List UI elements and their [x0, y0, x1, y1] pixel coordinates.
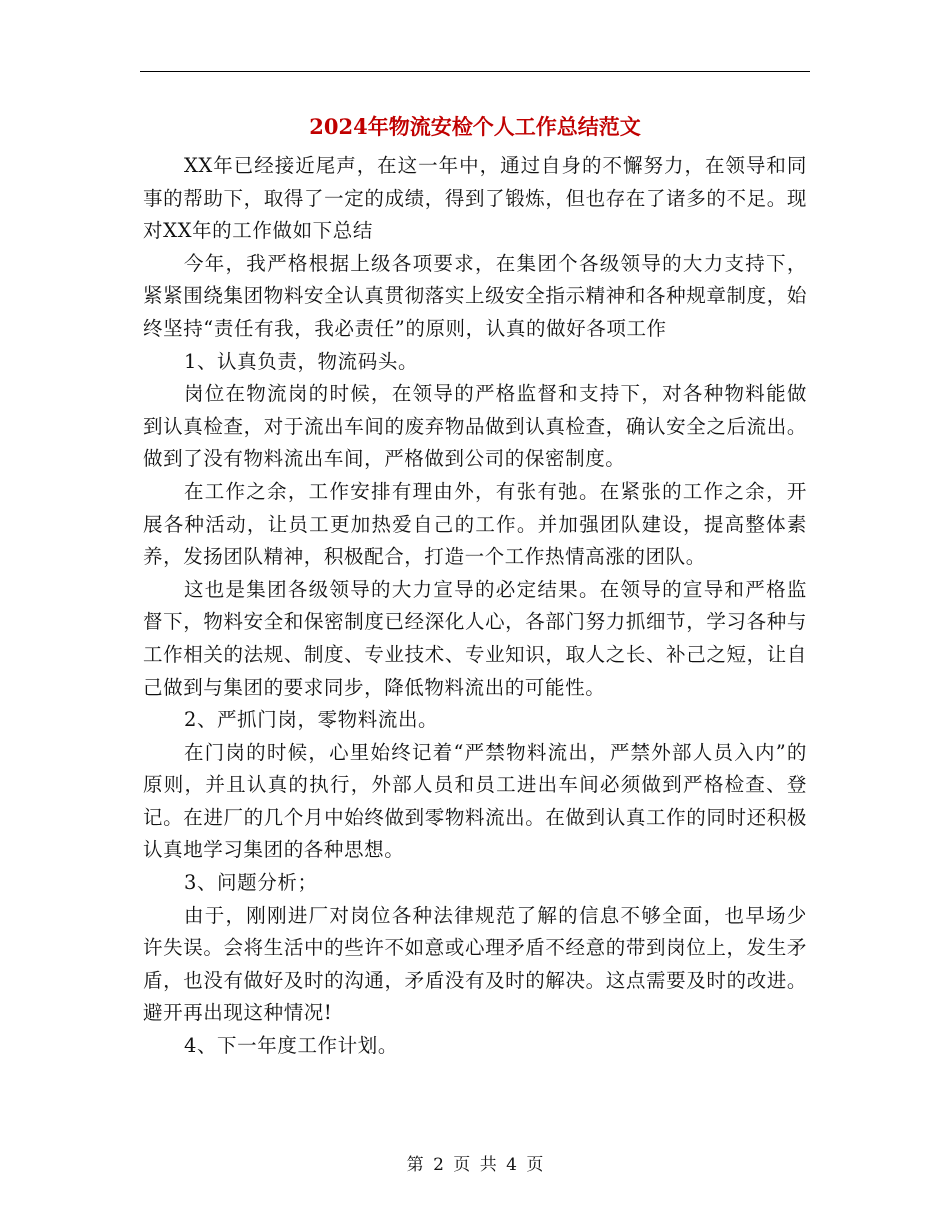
- section-heading: 1、认真负责，物流码头。: [183, 349, 419, 373]
- section-heading: 4、下一年度工作计划。: [183, 1034, 398, 1058]
- paragraph: 在工作之余，工作安排有理由外，有张有弛。在紧张的工作之余，开展各种活动，让员工更加热爱自己的工作。并加强团队建设，提高整体素养，发扬团队精神，积极配合，打造一个工作热情高涨的团队。: [143, 479, 807, 569]
- section-heading: 3、问题分析；: [183, 871, 318, 895]
- paragraph: 岗位在物流岗的时候，在领导的严格监督和支持下，对各种物料能做到认真检查，对于流出车间的废弃物品做到认真检查，确认安全之后流出。做到了没有物料流出车间，严格做到公司的保密制度。: [143, 382, 807, 471]
- paragraph: 由于，刚刚进厂对岗位各种法律规范了解的信息不够全面，也早场少许失误。会将生活中的些许不如意或心理矛盾不经意的带到岗位上，发生矛盾，也没有做好及时的沟通，矛盾没有及时的解决。这点需要及时的改进。避开再出现这种情况!: [143, 903, 807, 1025]
- page-number-footer: 第 2 页 共 4 页: [406, 1155, 544, 1175]
- paragraph: XX年已经接近尾声，在这一年中，通过自身的不懈努力，在领导和同事的帮助下，取得了一定的成绩，得到了锻炼，但也存在了诸多的不足。现对XX年的工作做如下总结: [143, 154, 807, 243]
- paragraph: 今年，我严格根据上级各项要求，在集团个各级领导的大力支持下，紧紧围绕集团物料安全认真贯彻落实上级安全指示精神和各种规章制度，始终坚持“责任有我，我必责任”的原则，认真的做好各项工作: [143, 251, 807, 340]
- paragraph: 这也是集团各级领导的大力宣导的必定结果。在领导的宣导和严格监督下，物料安全和保密制度已经深化人心，各部门努力抓细节，学习各种与工作相关的法规、制度、专业技术、专业知识，取人之长、补己之短，让自己做到与集团的要求同步，降低物料流出的可能性。: [143, 577, 807, 699]
- paragraph: 在门岗的时候，心里始终记着“严禁物料流出，严禁外部人员入内”的原则，并且认真的执行，外部人员和员工进出车间必须做到严格检查、登记。在进厂的几个月中始终做到零物料流出。在做到认真工作的同时还积极认真地学习集团的各种思想。: [143, 740, 807, 862]
- section-heading: 2、严抓门岗，零物料流出。: [183, 708, 439, 732]
- page-title: 2024年物流安检个人工作总结范文: [309, 114, 641, 139]
- document-body: [143, 150, 807, 1063]
- header-rule: [140, 71, 810, 72]
